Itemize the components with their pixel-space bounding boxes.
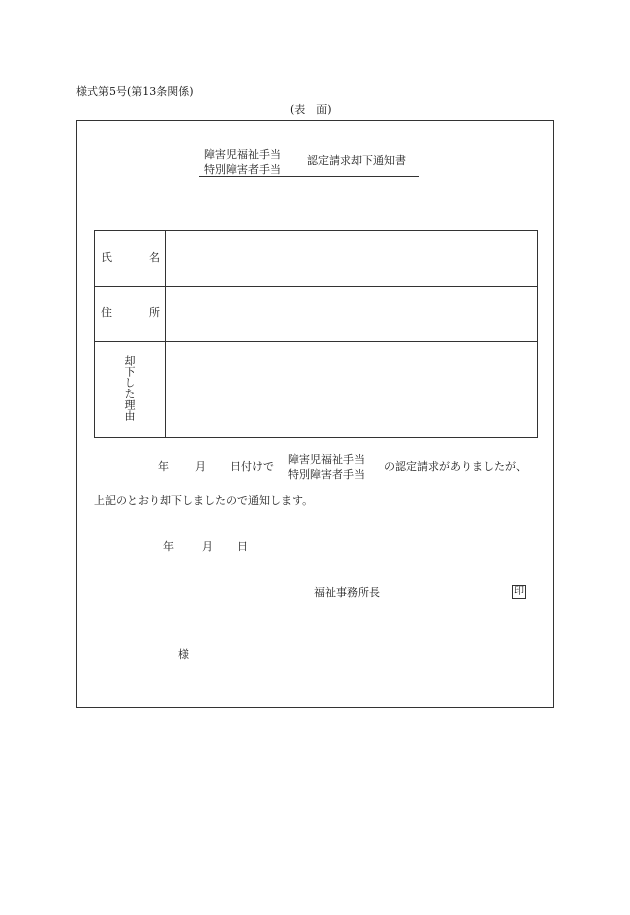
- title-underline: [199, 176, 419, 177]
- table-row-reason: [95, 341, 537, 437]
- face-side-label: (表 面): [290, 103, 332, 116]
- table-row-name: [95, 231, 537, 286]
- address-label-char-1: 住: [101, 306, 112, 319]
- table-row-address: [95, 286, 537, 341]
- document-title: 認定請求却下通知書: [307, 154, 406, 167]
- form-number-label: 様式第5号(第13条関係): [76, 85, 194, 98]
- info-table: [94, 230, 538, 438]
- body-notice-text: 上記のとおり却下しましたので通知します。: [94, 494, 314, 507]
- seal-mark: 印: [514, 586, 524, 597]
- body-allowance-2: 特別障害者手当: [288, 468, 365, 481]
- date-year: 年: [163, 540, 174, 553]
- name-label-char-2: 名: [149, 251, 160, 264]
- date-month: 月: [202, 540, 213, 553]
- name-label-char-1: 氏: [101, 251, 112, 264]
- body-allowance-1: 障害児福祉手当: [288, 453, 365, 466]
- body-month: 月: [195, 460, 206, 473]
- body-year: 年: [158, 460, 169, 473]
- title-allowance-1: 障害児福祉手当: [204, 148, 281, 161]
- title-allowance-2: 特別障害者手当: [204, 163, 281, 176]
- body-request-text: の認定請求がありましたが、: [384, 460, 527, 473]
- address-label-char-2: 所: [149, 306, 160, 319]
- reason-label: 却下した理由: [123, 355, 136, 421]
- issuer-title: 福祉事務所長: [314, 586, 380, 599]
- title-allowance-stack: [204, 147, 281, 177]
- recipient-honorific: 様: [178, 648, 189, 661]
- date-day: 日: [237, 540, 248, 553]
- body-dated: 日付けで: [230, 460, 274, 473]
- body-allowance-stack: [288, 452, 365, 482]
